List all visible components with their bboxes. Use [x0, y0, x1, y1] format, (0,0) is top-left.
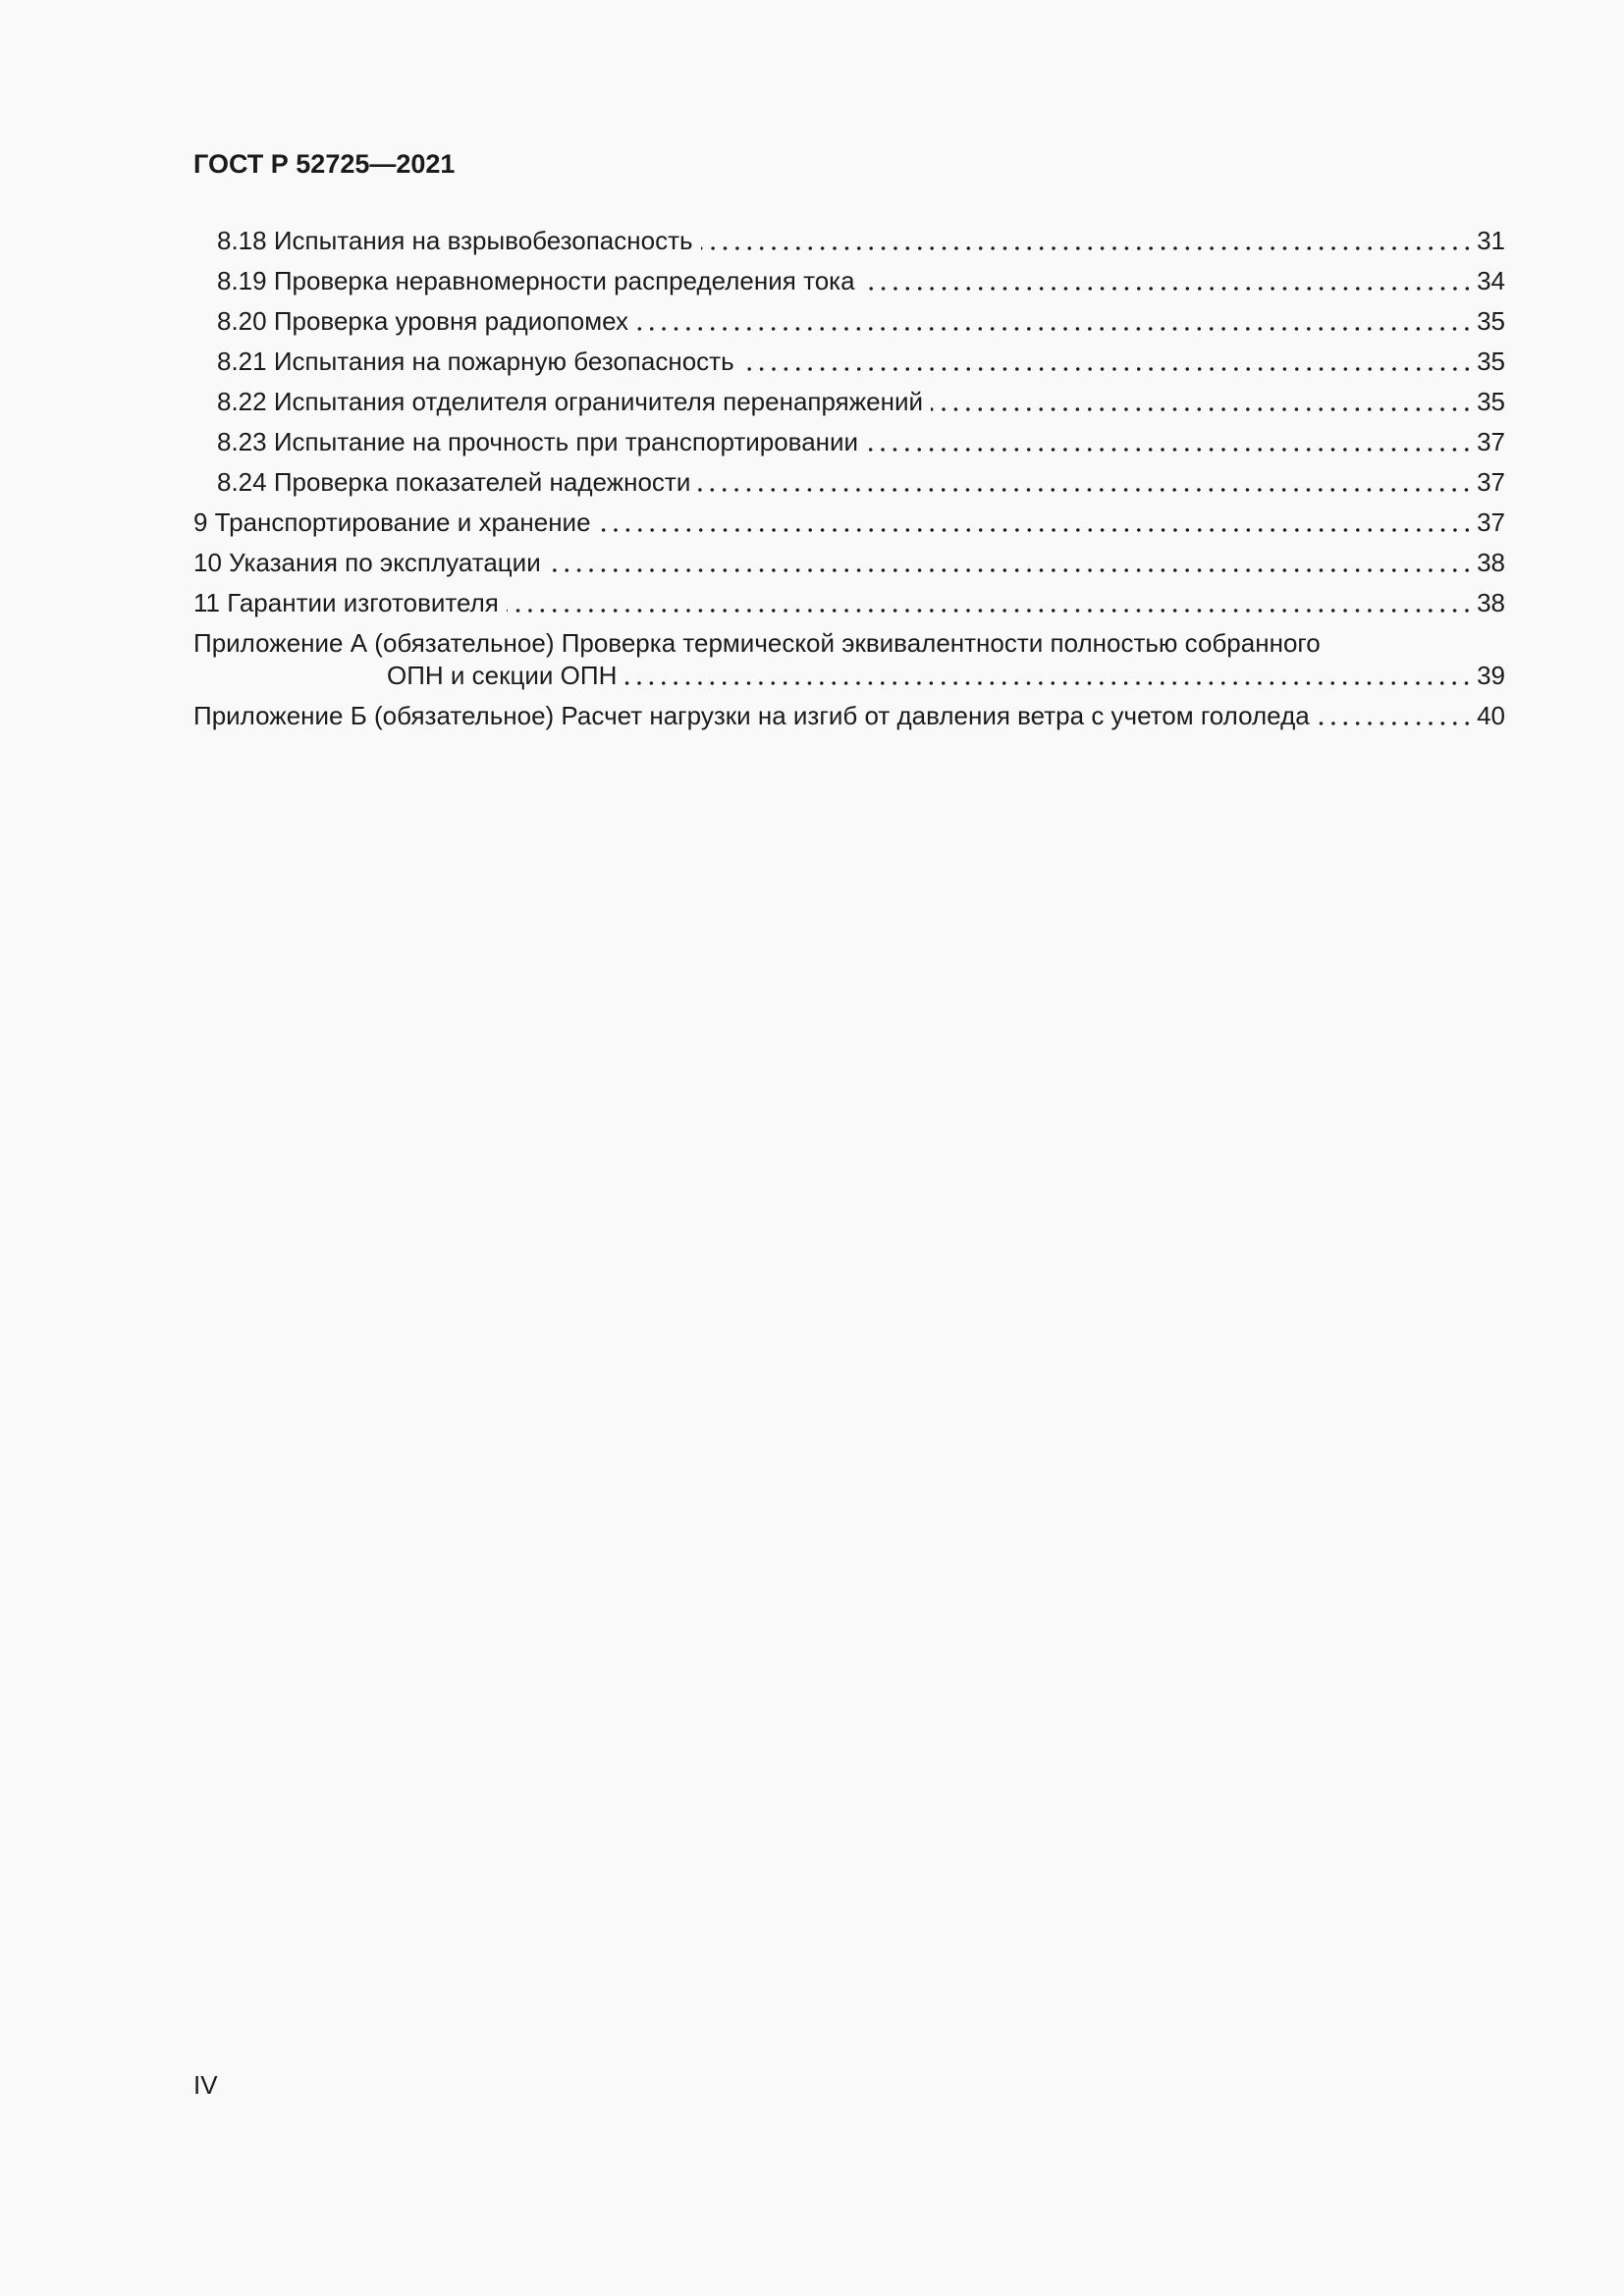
toc-row — [193, 547, 1505, 579]
toc-entry-page: 37 — [1477, 507, 1505, 537]
toc-row — [193, 627, 1505, 660]
toc-entry-appendix-a — [193, 627, 1505, 692]
dot-leader — [698, 466, 1473, 499]
dot-leader — [866, 426, 1473, 458]
toc-entry-title: 8.20 Проверка уровня радиопомех — [217, 306, 628, 336]
toc-entry — [193, 547, 1505, 579]
toc-entry-page: 31 — [1477, 226, 1505, 255]
toc-row-continuation — [193, 660, 1505, 692]
toc-entry — [193, 265, 1505, 297]
toc-entry-title: 8.23 Испытание на прочность при транспортировании — [217, 427, 859, 456]
toc-entry-title: 11 Гарантии изготовителя — [193, 588, 499, 617]
toc-row — [193, 466, 1505, 499]
toc-row — [193, 386, 1505, 418]
toc-entry-page: 37 — [1477, 467, 1505, 497]
toc-row — [193, 507, 1505, 539]
toc-entry-title: 8.18 Испытания на взрывобезопасность — [217, 226, 693, 255]
toc-entry-title: 10 Указания по эксплуатации — [193, 548, 541, 577]
toc-entry-page: 38 — [1477, 588, 1505, 617]
toc-entry-title: 8.22 Испытания отделителя ограничителя перенапряжений — [217, 387, 923, 416]
toc-entry-title-line1: Приложение А (обязательное) Проверка термической эквивалентности полностью собранного — [193, 628, 1321, 658]
toc-entry — [193, 305, 1505, 338]
dot-leader — [549, 547, 1473, 579]
toc-entry — [193, 386, 1505, 418]
toc-entry — [193, 587, 1505, 619]
toc-entry — [193, 507, 1505, 539]
toc-entry-page: 35 — [1477, 306, 1505, 336]
toc-entry-page: 35 — [1477, 387, 1505, 416]
toc-entry-title-line2: ОПН и секции ОПН — [387, 661, 618, 690]
dot-leader — [742, 346, 1473, 378]
dot-leader — [1318, 700, 1473, 732]
toc-entry — [193, 466, 1505, 499]
dot-leader — [507, 587, 1473, 619]
toc-entry-page: 34 — [1477, 266, 1505, 295]
toc-row — [193, 225, 1505, 257]
toc-entry-page: 39 — [1477, 661, 1505, 690]
toc-entry — [193, 426, 1505, 458]
toc-entry-page: 35 — [1477, 347, 1505, 376]
toc-entry — [193, 225, 1505, 257]
toc-entry-page: 40 — [1477, 701, 1505, 730]
toc-entry-appendix-b — [193, 700, 1505, 732]
toc-entry-title: Приложение Б (обязательное) Расчет нагрузки на изгиб от давления ветра с учетом гололеда — [193, 701, 1310, 730]
dot-leader — [624, 660, 1473, 692]
toc-row — [193, 265, 1505, 297]
document-header: ГОСТ Р 52725—2021 — [193, 149, 456, 179]
toc-row — [193, 346, 1505, 378]
toc-entry-title: 8.24 Проверка показателей надежности — [217, 467, 691, 497]
toc-row — [193, 700, 1505, 732]
table-of-contents — [193, 225, 1505, 740]
page-number: IV — [193, 2070, 218, 2100]
toc-entry-title: 8.21 Испытания на пожарную безопасность — [217, 347, 734, 376]
dot-leader — [863, 265, 1474, 297]
toc-entry-title: 8.19 Проверка неравномерности распределения тока — [217, 266, 855, 295]
toc-row — [193, 305, 1505, 338]
dot-leader — [701, 225, 1474, 257]
toc-entry — [193, 346, 1505, 378]
toc-row — [193, 426, 1505, 458]
dot-leader — [636, 305, 1473, 338]
toc-row — [193, 587, 1505, 619]
dot-leader — [599, 507, 1474, 539]
toc-entry-title: 9 Транспортирование и хранение — [193, 507, 591, 537]
toc-entry-page: 38 — [1477, 548, 1505, 577]
dot-leader — [931, 386, 1473, 418]
toc-entry-page: 37 — [1477, 427, 1505, 456]
